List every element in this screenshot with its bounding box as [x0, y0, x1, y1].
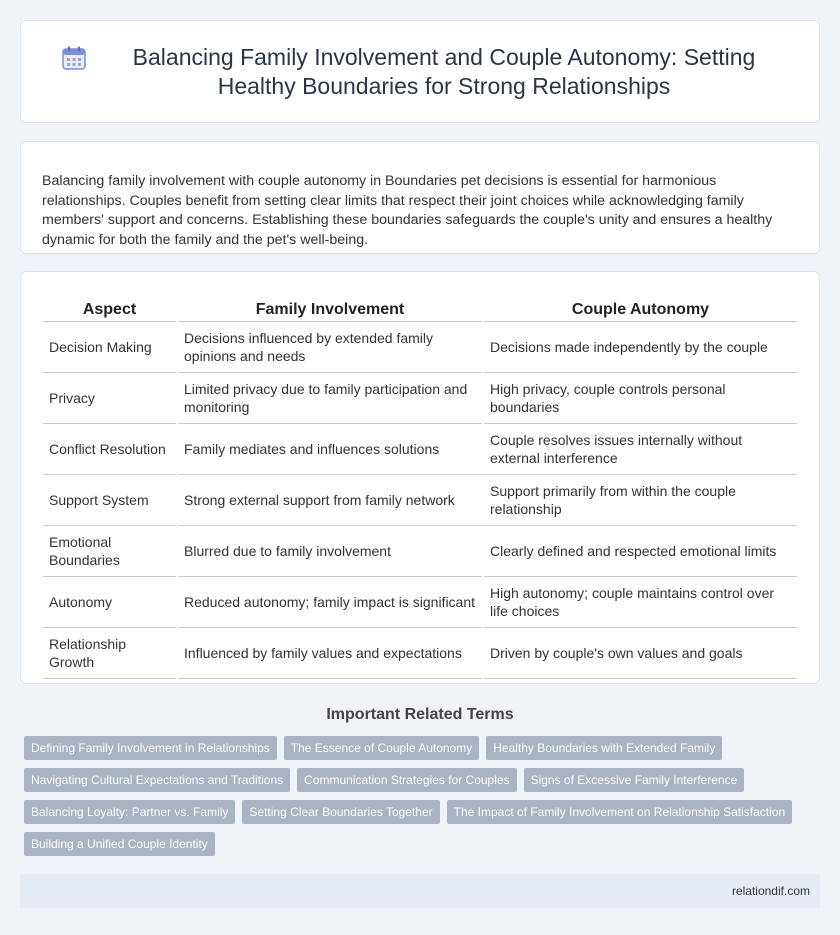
- title-wrap: [61, 43, 779, 101]
- cell-couple: Driven by couple's own values and goals: [483, 628, 797, 679]
- cell-family: Blurred due to family involvement: [177, 526, 483, 577]
- intro-card: [20, 141, 820, 254]
- cell-aspect: Relationship Growth: [43, 628, 177, 679]
- comparison-table-card: [20, 271, 820, 684]
- cell-family: Reduced autonomy; family impact is significant: [177, 577, 483, 628]
- cell-aspect: Emotional Boundaries: [43, 526, 177, 577]
- cell-couple: High privacy, couple controls personal boundaries: [483, 373, 797, 424]
- page-title: Balancing Family Involvement and Couple Autonomy: Setting Healthy Boundaries for Strong Relationships: [132, 43, 756, 99]
- cell-family: Limited privacy due to family participation and monitoring: [177, 373, 483, 424]
- cell-family: Strong external support from family network: [177, 475, 483, 526]
- cell-couple: Decisions made independently by the couple: [483, 322, 797, 373]
- related-term-tag[interactable]: Balancing Loyalty: Partner vs. Family: [24, 800, 235, 824]
- header-card: [20, 20, 820, 123]
- table-row: [43, 577, 797, 628]
- table-row: [43, 373, 797, 424]
- header-aspect: Aspect: [43, 296, 177, 322]
- header-family-involvement: Family Involvement: [177, 296, 483, 322]
- related-term-tag[interactable]: Defining Family Involvement in Relationships: [24, 736, 277, 760]
- cell-couple: Clearly defined and respected emotional limits: [483, 526, 797, 577]
- header-couple-autonomy: Couple Autonomy: [483, 296, 797, 322]
- cell-aspect: Support System: [43, 475, 177, 526]
- table-row: [43, 628, 797, 679]
- cell-aspect: Privacy: [43, 373, 177, 424]
- table-row: [43, 526, 797, 577]
- calendar-icon: [61, 45, 87, 71]
- related-term-tag[interactable]: Setting Clear Boundaries Together: [242, 800, 439, 824]
- comparison-table: [43, 296, 797, 679]
- related-term-tag[interactable]: Healthy Boundaries with Extended Family: [486, 736, 722, 760]
- cell-family: Family mediates and influences solutions: [177, 424, 483, 475]
- related-term-tag[interactable]: Building a Unified Couple Identity: [24, 832, 215, 856]
- related-term-tag[interactable]: Navigating Cultural Expectations and Traditions: [24, 768, 290, 792]
- cell-aspect: Decision Making: [43, 322, 177, 373]
- cell-aspect: Autonomy: [43, 577, 177, 628]
- cell-family: Decisions influenced by extended family opinions and needs: [177, 322, 483, 373]
- related-terms-heading: Important Related Terms: [326, 706, 514, 723]
- cell-couple: Couple resolves issues internally without external interference: [483, 424, 797, 475]
- table-header-row: [43, 296, 797, 322]
- cell-aspect: Conflict Resolution: [43, 424, 177, 475]
- table-row: [43, 475, 797, 526]
- cell-couple: Support primarily from within the couple relationship: [483, 475, 797, 526]
- cell-couple: High autonomy; couple maintains control over life choices: [483, 577, 797, 628]
- intro-paragraph: Balancing family involvement with couple autonomy in Boundaries pet decisions is essential for harmonious relationships. Couples benefit from setting clear limits that respect their joint choices while acknowledging family members' support and concerns. Establishing these boundaries safeguards the couple's unity and ensures a healthy dynamic for both the family and the pet's well-being.: [42, 173, 773, 248]
- cell-family: Influenced by family values and expectations: [177, 628, 483, 679]
- footer-site-link[interactable]: relationdif.com: [731, 884, 810, 898]
- related-term-tag[interactable]: Signs of Excessive Family Interference: [524, 768, 745, 792]
- table-row: [43, 322, 797, 373]
- table-row: [43, 424, 797, 475]
- related-term-tag[interactable]: The Essence of Couple Autonomy: [284, 736, 479, 760]
- related-term-tag[interactable]: Communication Strategies for Couples: [297, 768, 516, 792]
- related-term-tag[interactable]: The Impact of Family Involvement on Relationship Satisfaction: [447, 800, 793, 824]
- related-terms-list: [0, 736, 840, 856]
- footer: [20, 874, 820, 908]
